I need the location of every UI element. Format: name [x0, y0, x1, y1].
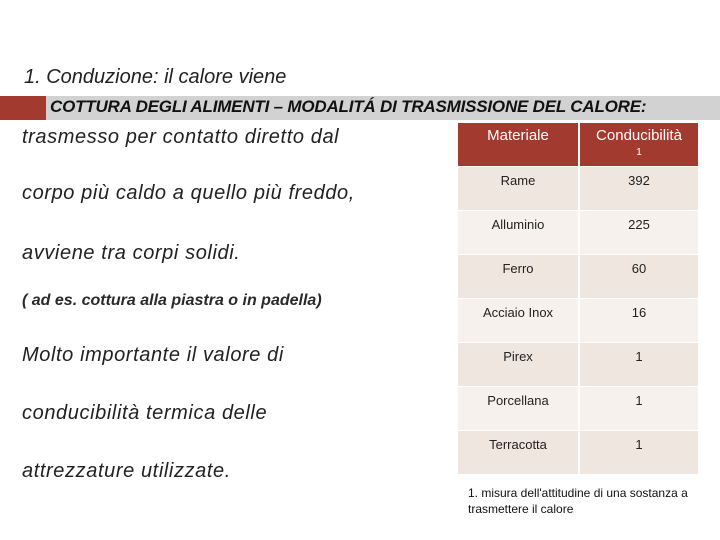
table-row	[458, 430, 698, 474]
value-cell: 1	[580, 387, 698, 430]
banner-accent	[0, 96, 46, 120]
table-row	[458, 386, 698, 430]
material-cell: Porcellana	[458, 387, 578, 430]
table-row	[458, 342, 698, 386]
header-conductivity	[580, 123, 698, 166]
material-cell: Alluminio	[458, 211, 578, 254]
body-line-2: corpo più caldo a quello più freddo,	[22, 182, 355, 204]
value-cell: 16	[580, 299, 698, 342]
material-cell: Pirex	[458, 343, 578, 386]
table-footnote: 1. misura dell'attitudine di una sostanza a trasmettere il calore	[468, 486, 688, 516]
value-cell: 225	[580, 211, 698, 254]
value-cell: 1	[580, 431, 698, 474]
table-row	[458, 298, 698, 342]
value-cell: 392	[580, 167, 698, 210]
body-line-4: Molto importante il valore di	[22, 344, 284, 366]
body-line-5: conducibilità termica delle	[22, 402, 268, 424]
body-line-1: trasmesso per contatto diretto dal	[22, 126, 340, 148]
header-conductivity-label: Conducibilità	[596, 127, 682, 144]
table-header-row	[458, 123, 698, 166]
body-line-3: avviene tra corpi solidi.	[22, 242, 241, 264]
table-row	[458, 210, 698, 254]
material-cell: Ferro	[458, 255, 578, 298]
banner-heading: COTTURA DEGLI ALIMENTI – MODALITÁ DI TRASMISSIONE DEL CALORE:	[50, 97, 647, 116]
material-cell: Terracotta	[458, 431, 578, 474]
value-cell: 1	[580, 343, 698, 386]
conductivity-table	[458, 123, 698, 474]
table-row	[458, 254, 698, 298]
value-cell: 60	[580, 255, 698, 298]
material-cell: Acciaio Inox	[458, 299, 578, 342]
material-cell: Rame	[458, 167, 578, 210]
example-note: ( ad es. cottura alla piastra o in padella)	[22, 292, 322, 309]
table-row	[458, 166, 698, 210]
body-line-6: attrezzature utilizzate.	[22, 460, 231, 482]
slide-title: 1. Conduzione: il calore viene	[24, 66, 287, 88]
footnote-mark: 1	[636, 147, 642, 158]
header-material: Materiale	[458, 123, 578, 166]
